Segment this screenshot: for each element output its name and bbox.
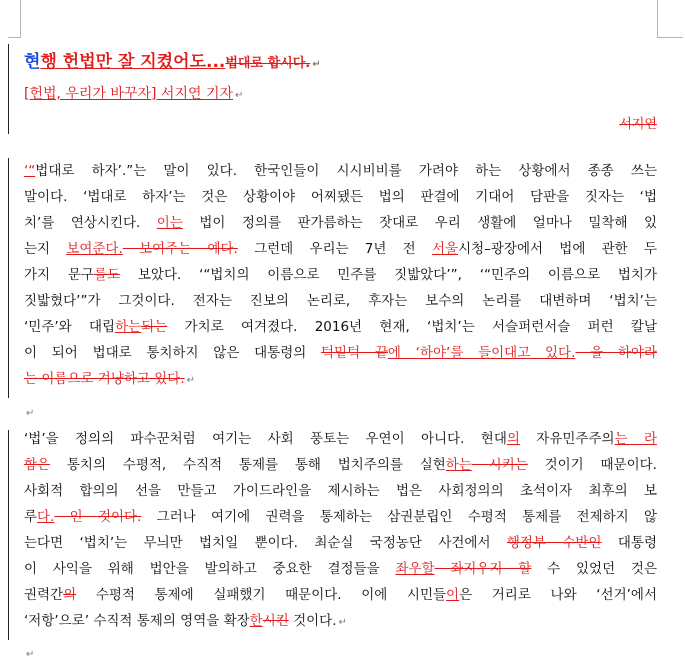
empty-paragraph-end (24, 645, 34, 663)
byline: [헌법, 우리가 바꾸자] 서지연 기자 ↵ (24, 86, 244, 102)
paragraph-1-line-3: 치’를 연상시킨다. 이는 법이 정의를 판가름하는 잣대로 우리 생활에 얼마나 밀착해 있 (24, 215, 657, 231)
paragraph-mark-icon: ↵ (26, 649, 35, 660)
paragraph-1-line-5: 가지 문구를도 보았다. ‘“법치의 이름으로 민주를 짓밟았다’”, ‘“민주의 이름으로 법치가 (24, 267, 657, 283)
paragraph-1-line-2: 말이다. ‘법대로 하자’는 것은 상황이야 어찌됐든 법의 판결에 기대어 담판을 짓자는 ‘법 (24, 189, 657, 205)
paragraph-mark-icon: ↵ (26, 408, 35, 419)
change-bar (8, 430, 9, 640)
paragraph-1-line-9: 는 이름으로 겨냥하고 있다. ↵ (24, 371, 196, 387)
headline: 현행 헌법만 잘 지켰어도...법대로 합시다. ↵ (24, 52, 321, 72)
paragraph-2-line-7: 권력간의 수평적 통제에 실패했기 때문이다. 이에 시민들이은 거리로 나와 ‘선거’에서 (24, 587, 657, 603)
paragraph-mark-icon: ↵ (235, 90, 244, 101)
change-bar (8, 158, 9, 398)
paragraph-1-line-7: ‘민주’와 대립하는되는 가치로 여겨졌다. 2016년 현재, ‘법치’는 서슬퍼런서슬 퍼런 칼날 (24, 319, 657, 335)
paragraph-2-line-6: 이 사익을 위해 법안을 발의하고 중요한 결정들을 좌우할 좌지우지 할 수 있었던 것은 (24, 561, 658, 577)
paragraph-mark-icon: ↵ (312, 59, 321, 70)
paragraph-1-line-8: 이 되어 법대로 통치하지 않은 대통령의 턱밑턱 끝에 ‘하야’를 들이대고 있다. 을 하야라 (24, 345, 657, 361)
deleted-author-name: 서지연 (619, 117, 657, 132)
paragraph-1-line-1: ‘“법대로 하자’.”는 말이 있다. 한국인들이 시시비비를 가려야 하는 상황에서 종종 쓰는 (24, 163, 657, 179)
paragraph-2-line-3: 사회적 합의의 선을 만들고 가이드라인을 제시하는 법은 사회정의의 초석이자 최후의 보 (24, 483, 657, 499)
paragraph-2-line-1: ‘법’을 정의의 파수꾼처럼 여기는 사회 풍토는 우연이 아니다. 현대의 자유민주주의는 라 (24, 431, 657, 447)
empty-paragraph (24, 404, 34, 422)
paragraph-2-line-5: 는다면 ‘법치’는 무늬만 법치일 뿐이다. 최순실 국정농단 사건에서 행정부 수반인 대통령 (24, 535, 657, 551)
paragraph-1-line-4: 는지 보여준다. 보여주는 예다. 그런데 우리는 7년 전 서울시청–광장에서 법에 관한 두 (24, 241, 657, 257)
crop-mark-top-right (657, 0, 683, 38)
paragraph-2-line-8: ‘저항’으로’ 수직적 통제의 영역을 확장한시킨 것이다. ↵ (24, 613, 347, 629)
paragraph-mark-icon: ↵ (338, 617, 347, 628)
crop-mark-top-left (8, 0, 21, 38)
paragraph-2-line-2: 함은 통치의 수평적, 수직적 통제를 통해 법치주의를 실현하는 시키는 것이기 때문이다. (24, 457, 657, 473)
paragraph-mark-icon: ↵ (186, 375, 196, 386)
change-bar (8, 44, 9, 134)
paragraph-1-line-6: 짓밟혔다’”가 그것이다. 전자는 진보의 논리로, 후자는 보수의 논리를 대변하며 ‘법치’는 (24, 293, 657, 309)
paragraph-2-line-4: 루다. 인 것이다. 그러나 여기에 권력을 통제하는 삼권분립인 수평적 통제를 전제하지 않 (24, 509, 657, 525)
